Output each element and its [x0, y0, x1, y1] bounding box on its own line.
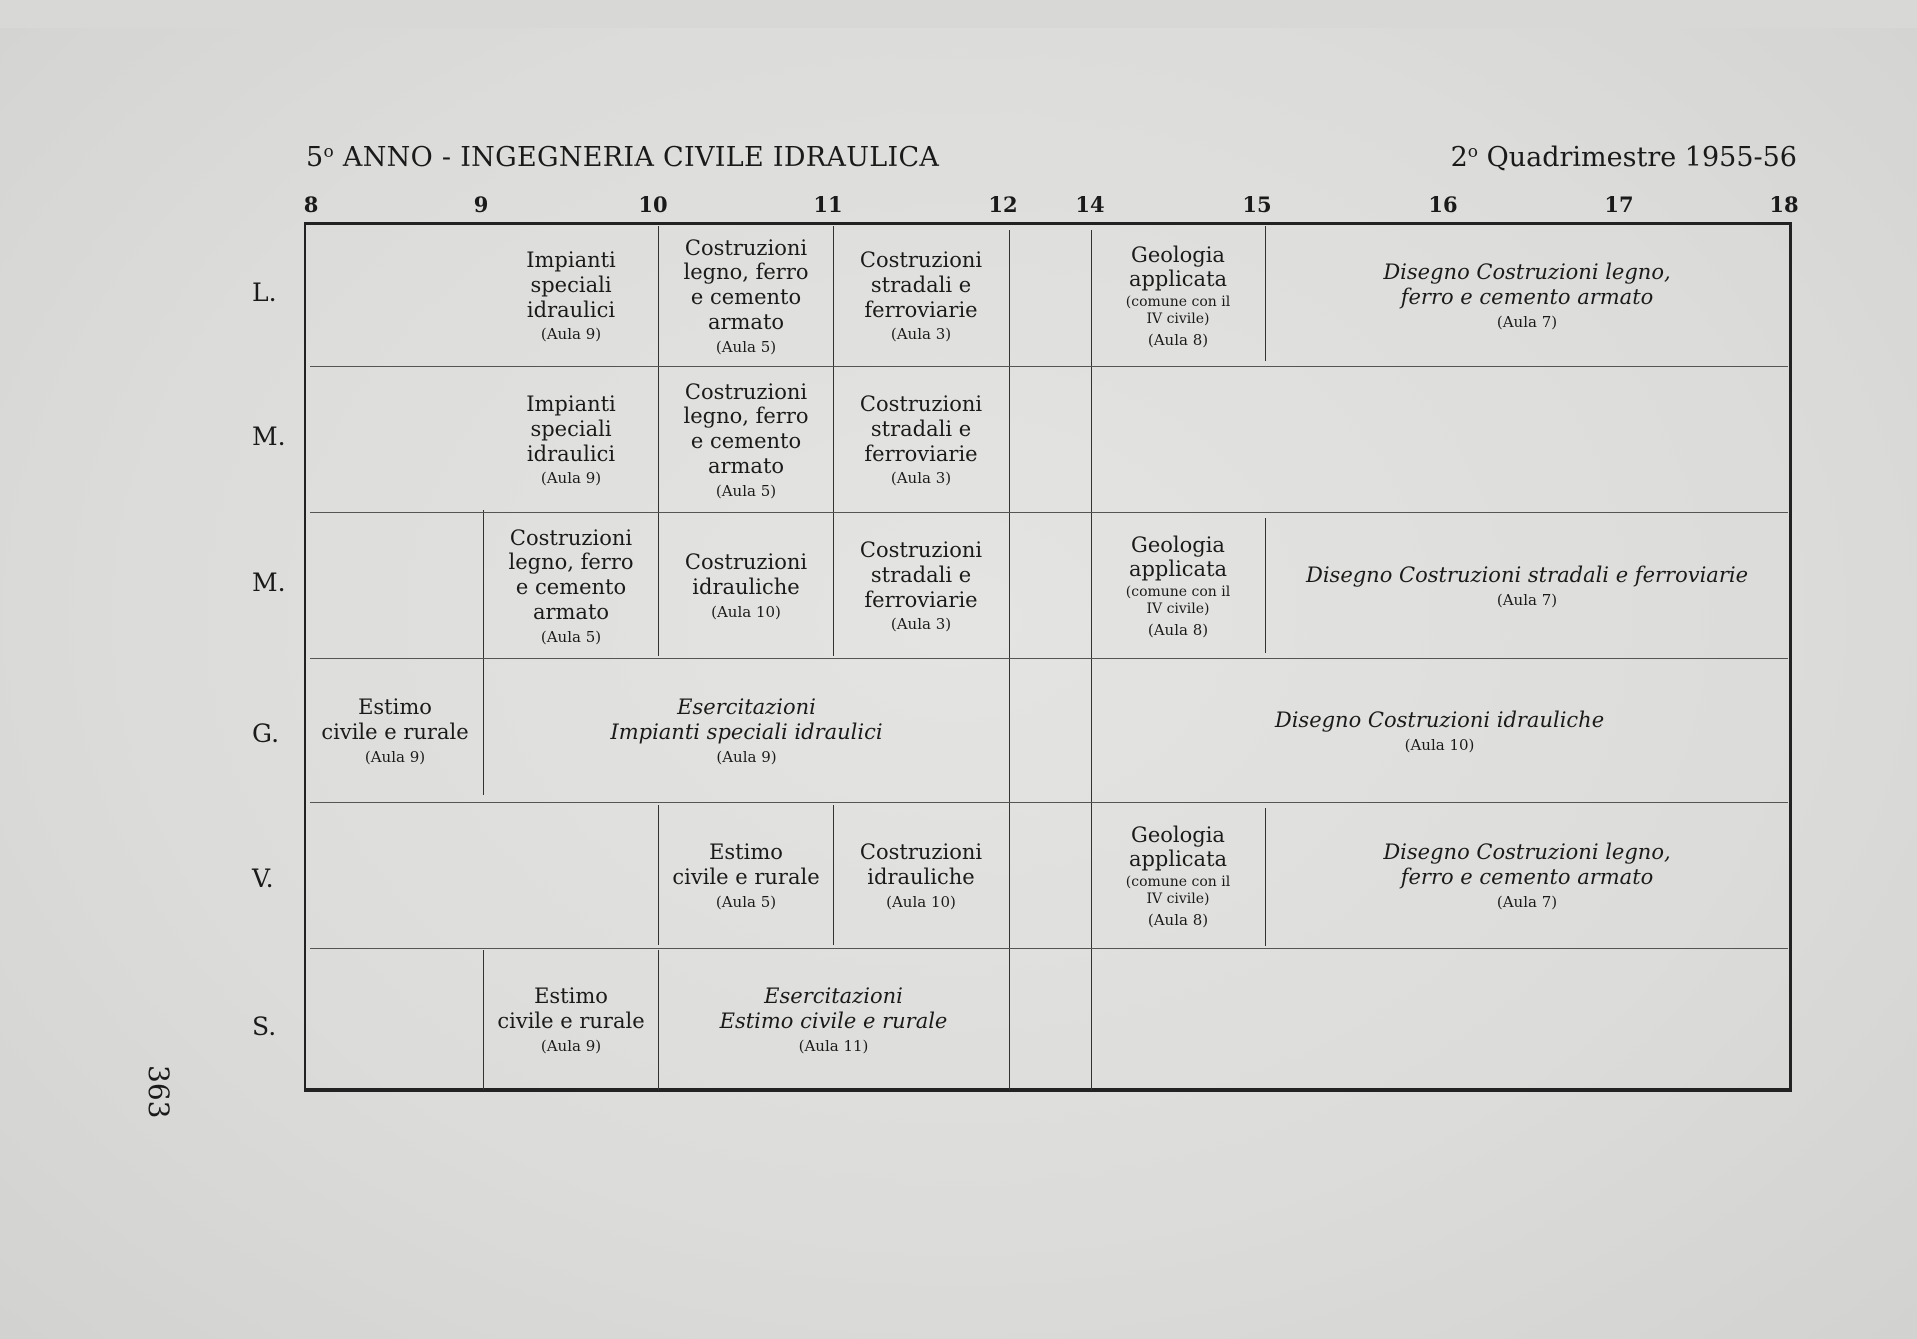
lesson-room: (Aula 8) — [1147, 910, 1209, 929]
grid-vline — [833, 805, 834, 945]
lesson-cell — [835, 228, 1007, 364]
lesson-cell — [835, 806, 1007, 946]
lesson-room: (Aula 10) — [886, 892, 956, 911]
lesson-name: Esercitazioni Estimo civile e rurale — [719, 984, 948, 1034]
hour-label: 14 — [1075, 192, 1105, 217]
lesson-room: (Aula 8) — [1147, 620, 1209, 639]
lesson-room: (Aula 5) — [715, 892, 777, 911]
lesson-room: (Aula 10) — [711, 602, 781, 621]
lesson-room: (Aula 9) — [716, 747, 777, 766]
lesson-room: (Aula 7) — [1496, 892, 1558, 911]
lesson-cell — [1268, 228, 1786, 364]
hour-label: 18 — [1769, 192, 1799, 217]
lesson-room: (Aula 5) — [715, 481, 777, 500]
lesson-room: (Aula 5) — [715, 337, 777, 356]
lesson-name: Costruzioni stradali e ferroviarie — [859, 248, 983, 322]
day-label-giovedi: G. — [252, 719, 280, 748]
lesson-cell — [310, 662, 480, 800]
day-label-mercoledi: M. — [252, 568, 286, 597]
grid-hline — [310, 512, 1788, 513]
hour-label: 12 — [988, 192, 1018, 217]
lunch-divider-left — [1009, 230, 1010, 1090]
grid-vline — [658, 950, 659, 1090]
lesson-room: (Aula 9) — [540, 469, 602, 488]
title-superscript: o — [323, 142, 335, 162]
lesson-name: Costruzioni legno, ferro e cemento armato — [683, 379, 809, 478]
lesson-cell — [1268, 806, 1786, 946]
lesson-name: Costruzioni legno, ferro e cemento armato — [508, 525, 634, 624]
grid-vline — [833, 226, 834, 656]
lesson-cell — [660, 952, 1007, 1088]
grid-vline — [483, 950, 484, 1090]
lesson-room: (Aula 3) — [890, 615, 952, 634]
lesson-cell — [1093, 806, 1263, 946]
lesson-cell — [660, 370, 832, 510]
lesson-cell — [486, 228, 656, 364]
title-number: 5 — [306, 142, 324, 173]
lesson-cell — [486, 662, 1007, 800]
hour-label: 15 — [1242, 192, 1272, 217]
hour-label: 9 — [473, 192, 489, 217]
grid-vline — [1265, 518, 1266, 653]
period-label — [1451, 142, 1797, 173]
lesson-room: (Aula 10) — [1404, 735, 1475, 754]
grid-hline — [310, 802, 1788, 803]
lesson-room: (Aula 9) — [364, 747, 426, 766]
hour-label: 16 — [1428, 192, 1458, 217]
lesson-room: (Aula 3) — [890, 469, 952, 488]
lesson-name: Costruzioni legno, ferro e cemento armato — [683, 235, 809, 334]
day-label-sabato: S. — [252, 1012, 277, 1041]
day-label-lunedi: L. — [252, 278, 277, 307]
lesson-name: Estimo civile e rurale — [672, 840, 820, 890]
hour-label: 10 — [638, 192, 668, 217]
lesson-name: Disegno Costruzioni idrauliche — [1274, 707, 1605, 732]
lesson-cell — [486, 516, 656, 656]
lesson-note: (comune con il IV civile) — [1125, 874, 1231, 907]
lesson-cell — [486, 370, 656, 510]
hour-label: 17 — [1604, 192, 1634, 217]
lesson-name: Costruzioni stradali e ferroviarie — [859, 538, 983, 612]
lesson-room: (Aula 11) — [798, 1036, 869, 1055]
lesson-name: Estimo civile e rurale — [497, 984, 645, 1034]
lesson-room: (Aula 3) — [890, 325, 952, 344]
lesson-name: Disegno Costruzioni stradali e ferroviarie — [1305, 562, 1749, 587]
hour-label: 8 — [303, 192, 319, 217]
lesson-room: (Aula 9) — [540, 325, 602, 344]
lesson-name: Impianti speciali idraulici — [526, 392, 616, 466]
lesson-cell — [660, 516, 832, 656]
grid-vline — [658, 226, 659, 656]
lesson-room: (Aula 5) — [540, 627, 602, 646]
grid-vline — [1265, 808, 1266, 946]
lesson-name: Geologia applicata — [1128, 532, 1228, 582]
lesson-name: Impianti speciali idraulici — [526, 248, 616, 322]
lunch-divider-right — [1091, 230, 1092, 1090]
lesson-note: (comune con il IV civile) — [1125, 584, 1231, 617]
lesson-cell — [660, 806, 832, 946]
lesson-note: (comune con il IV civile) — [1125, 294, 1231, 327]
lesson-name: Geologia applicata — [1128, 822, 1228, 872]
lesson-cell — [835, 370, 1007, 510]
day-label-martedi: M. — [252, 422, 286, 451]
lesson-room: (Aula 7) — [1496, 312, 1558, 331]
page-number: 363 — [142, 1065, 175, 1119]
lesson-cell — [835, 516, 1007, 656]
period-text: Quadrimestre 1955-56 — [1486, 142, 1797, 173]
grid-hline — [310, 366, 1788, 367]
lesson-room: (Aula 8) — [1147, 330, 1209, 349]
hour-label: 11 — [813, 192, 843, 217]
lesson-room: (Aula 7) — [1496, 590, 1558, 609]
lesson-name: Disegno Costruzioni legno, ferro e cemento armato — [1383, 260, 1671, 310]
lesson-room: (Aula 9) — [540, 1036, 602, 1055]
lesson-cell — [1093, 516, 1263, 656]
lesson-cell — [1268, 516, 1786, 656]
lesson-cell — [486, 952, 656, 1088]
lesson-cell — [1093, 662, 1786, 800]
grid-vline — [658, 805, 659, 945]
lesson-cell — [1093, 228, 1263, 364]
lesson-name: Costruzioni idrauliche — [859, 840, 983, 890]
period-number: 2 — [1450, 142, 1468, 173]
grid-vline — [483, 510, 484, 795]
lesson-name: Esercitazioni Impianti speciali idraulici — [610, 695, 883, 745]
grid-hline — [310, 948, 1788, 949]
period-superscript: o — [1467, 142, 1478, 162]
title-text: ANNO - INGEGNERIA CIVILE IDRAULICA — [342, 142, 940, 173]
lesson-name: Costruzioni idrauliche — [684, 550, 808, 600]
lesson-name: Geologia applicata — [1128, 242, 1228, 292]
grid-hline — [310, 658, 1788, 659]
lesson-cell — [660, 228, 832, 364]
grid-vline — [1265, 226, 1266, 361]
lesson-name: Costruzioni stradali e ferroviarie — [859, 392, 983, 466]
day-label-venerdi: V. — [252, 864, 274, 893]
lesson-name: Disegno Costruzioni legno, ferro e cemento armato — [1383, 840, 1671, 890]
page-title — [306, 142, 939, 173]
lesson-name: Estimo civile e rurale — [321, 695, 469, 745]
